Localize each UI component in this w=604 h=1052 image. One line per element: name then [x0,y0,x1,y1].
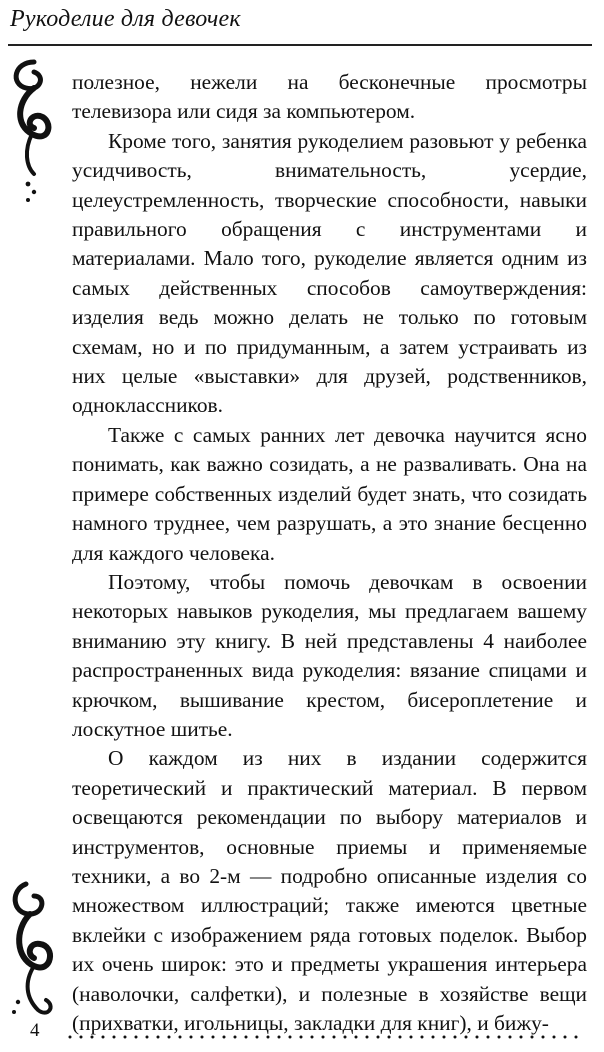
paragraph-5: О каждом из них в издании содержится теоретический и практический материал. В первом освещаются рекомендации по выбору материалов и инструментов, основные приемы и применяемые техники, а во 2-м — подробно описанные изделия со множеством иллюстраций; также имеются цветные вклейки с изображением ряда готовых поделок. Выбор их очень широк: это и предметы украшения интерьера (наволочки, салфетки), и полезные в хозяйстве вещи (прихватки, игольницы, закладки для книг), и бижу- [72,746,587,1035]
paragraph-3: Также с самых ранних лет девочка научится ясно понимать, как важно созидать, а не разваливать. Она на примере собственных изделий будет знать, что созидать намного труднее, чем разрушать, а это знание бесценно для каждого человека. [72,422,587,565]
scroll-ornament-icon [4,874,62,1024]
page-number: 4 [30,1020,40,1041]
paragraph-1: полезное, нежели на бесконечные просмотры телевизора или сидя за компьютером. [72,70,587,124]
scroll-ornament-icon [4,54,62,204]
footer-dotted-rule [68,1034,588,1040]
running-head: Рукоделие для девочек [10,6,241,32]
body-text [72,68,587,1038]
paragraph-2: Кроме того, занятия рукоделием разовьют у ребенка усидчивость, внимательность, усердие, целеустремленность, творческие способности, навыки правильного обращения с инструментами и материалами. Мало того, рукоделие является одним из самых действенных способов самоутверждения: изделия ведь можно делать не только по готовым схемам, но и по придуманным, а затем устраивать из них целые «выставки» для друзей, родственников, одноклассников. [72,128,587,418]
header-rule [8,44,592,46]
paragraph-4: Поэтому, чтобы помочь девочкам в освоении некоторых навыков рукоделия, мы предлагаем вашему вниманию эту книгу. В ней представлены 4 наиболее распространенных вида рукоделия: вязание спицами и крючком, вышивание крестом, бисероплетение и лоскутное шитье. [72,569,587,741]
